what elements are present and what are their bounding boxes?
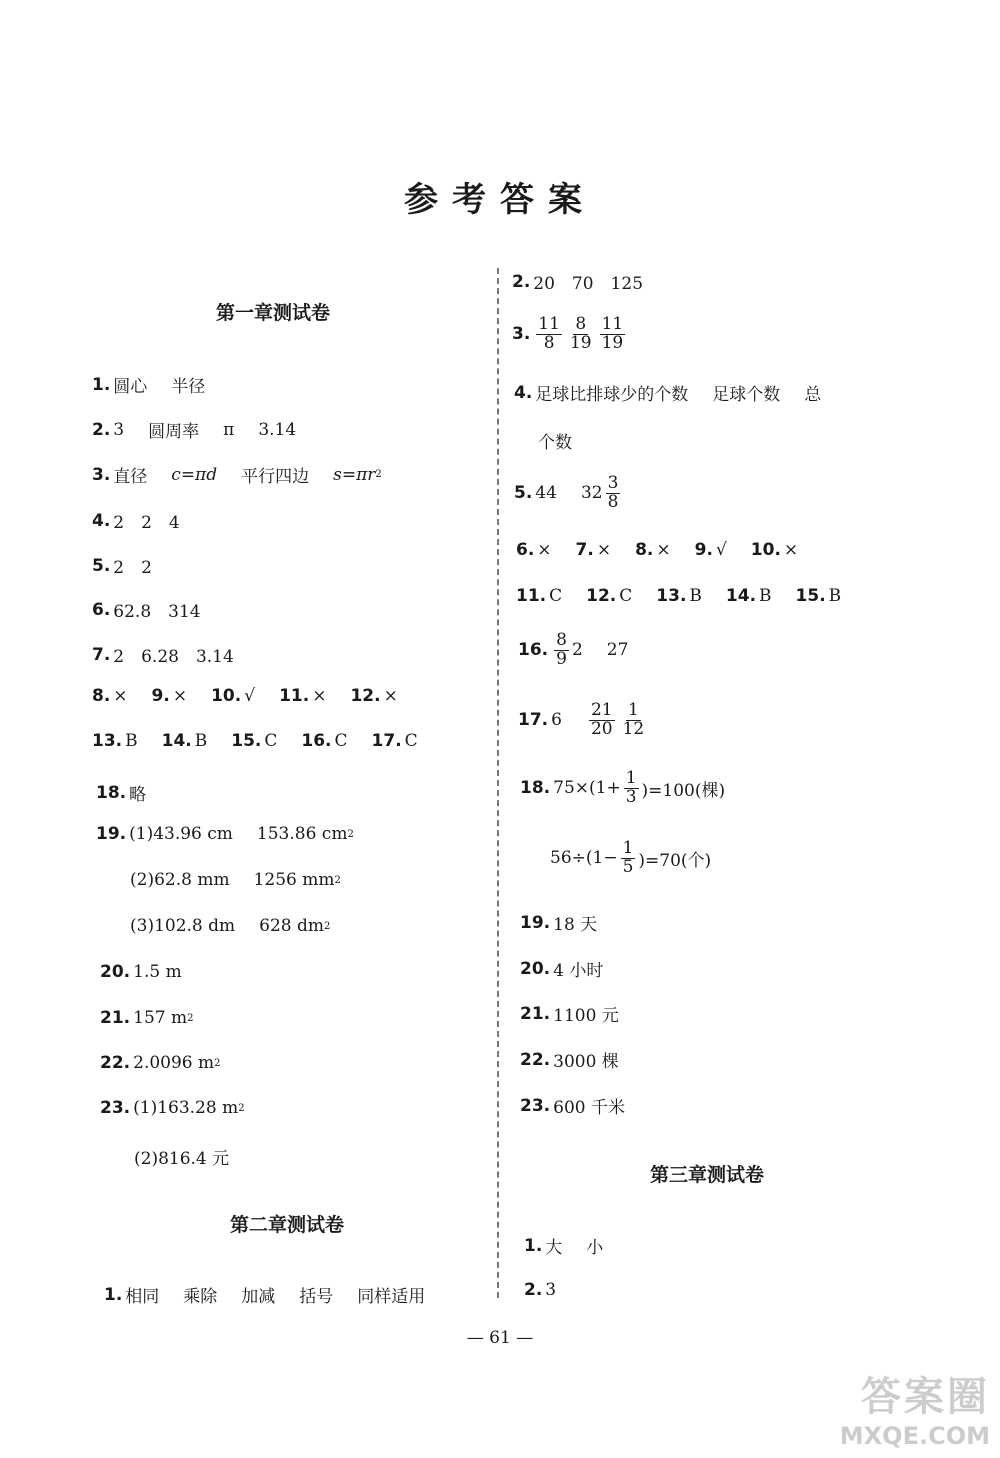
answer-line: 6. × 7. × 8. × 9. √ 10. × <box>516 540 799 560</box>
answer-line: 8. × 9. × 10. √ 11. × 12. × <box>92 686 398 706</box>
section-title-ch3: 第三章测试卷 <box>650 1164 765 1186</box>
page-number: — 61 — <box>466 1328 534 1348</box>
answer-line: 11. C 12. C 13. B 14. B 15. B <box>516 586 842 606</box>
answer-line: 19. 18 天 <box>520 912 598 935</box>
answer-line: 1. 大 小 <box>524 1235 604 1258</box>
answer-line: 2. 3 圆周率 π 3.14 <box>92 419 297 442</box>
answer-line: 5. 2 2 <box>92 555 152 578</box>
answer-line: 1. 圆心 半径 <box>92 374 206 397</box>
answer-line: 3. $\frac{11}{8}$ $\frac{8}{19}$ $\frac{11}{19}$ <box>512 314 624 353</box>
answer-line: (2)62.8 mm 1256 mm 2 <box>130 870 341 890</box>
column-divider <box>497 268 499 1298</box>
answer-line: 20. 4 小时 <box>520 958 604 981</box>
answer-line: 7. 2 6.28 3.14 <box>92 644 234 667</box>
answer-line: 个数 <box>538 433 572 453</box>
answer-line: (2)816.4 元 <box>134 1149 230 1169</box>
answer-line: 22. 2.0096 m 2 <box>100 1053 221 1073</box>
answer-line: 56÷(1− $\frac{1}{5}$ )=70(个) <box>550 838 712 877</box>
answer-line: 1. 相同 乘除 加减 括号 同样适用 <box>104 1284 426 1307</box>
answer-line: 23. (1)163.28 m 2 <box>100 1098 245 1118</box>
answer-line: 5. 44 32 $\frac{3}{8}$ <box>514 473 619 512</box>
answer-line: 18. 75×(1+ $\frac{1}{3}$ )=100(棵) <box>520 768 726 807</box>
answer-line: (3)102.8 dm 628 dm 2 <box>130 916 331 936</box>
answer-line: 19. (1)43.96 cm 153.86 cm 2 <box>96 824 354 844</box>
answer-line: 22. 3000 棵 <box>520 1049 619 1072</box>
answer-line: 2. 20 70 125 <box>512 271 644 294</box>
answer-line: 21. 1100 元 <box>520 1003 619 1026</box>
answer-line: 23. 600 千米 <box>520 1095 625 1118</box>
answer-line: 4. 足球比排球少的个数 足球个数 总 <box>514 382 822 405</box>
answer-line: 6. 62.8 314 <box>92 599 201 622</box>
section-title-ch1: 第一章测试卷 <box>216 302 331 324</box>
answer-line: 13. B 14. B 15. C 16. C 17. C <box>92 731 418 751</box>
answer-line: 18. 略 <box>96 782 147 805</box>
answer-line: 16. $\frac{8}{9}$ 2 27 <box>518 630 629 669</box>
answer-line: 20. 1.5 m <box>100 962 182 982</box>
answer-line: 21. 157 m 2 <box>100 1008 194 1028</box>
answer-line: 2. 3 <box>524 1280 557 1300</box>
answer-line: 4. 2 2 4 <box>92 510 180 533</box>
section-title-ch2: 第二章测试卷 <box>230 1214 345 1236</box>
watermark-logo: 答案圈 MXQE.COM <box>839 1374 990 1450</box>
answer-line: 17. 6 $\frac{21}{20}$ $\frac{1}{12}$ <box>518 700 645 739</box>
page-title: 参考答案 <box>404 180 596 220</box>
answer-line: 3. 直径 c=πd 平行四边 s=πr 2 <box>92 464 382 487</box>
